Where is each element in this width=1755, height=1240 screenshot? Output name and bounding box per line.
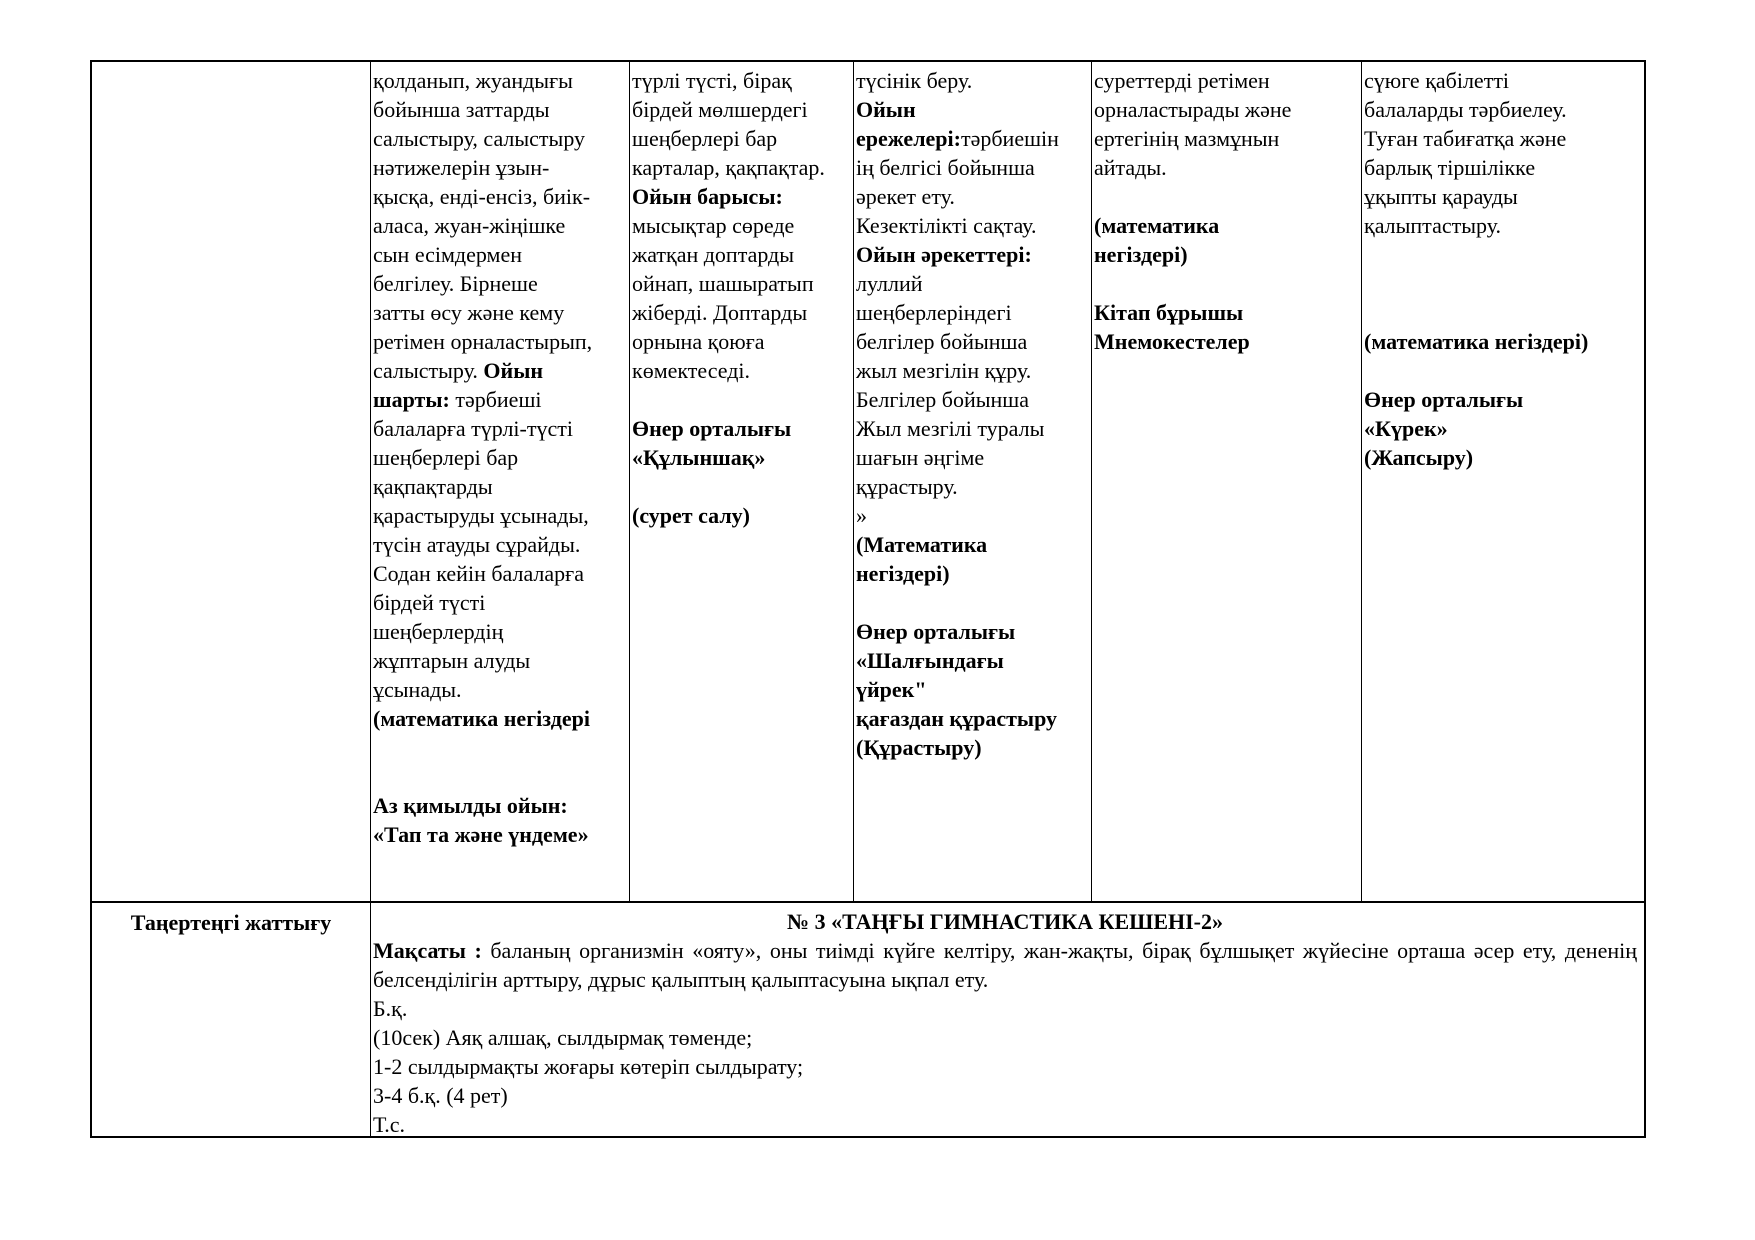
cell-line: айтады.	[1094, 155, 1167, 180]
cell-line: орналастырады және	[1094, 97, 1292, 122]
cell-line: суреттерді ретімен	[1094, 68, 1270, 93]
cell-line: «Күрек»	[1364, 416, 1448, 441]
cell-line: (математика негіздері)	[1364, 329, 1589, 354]
column-divider	[629, 62, 630, 901]
cell-line: жіберді. Доптарды	[632, 300, 808, 325]
cell-line: (Құрастыру)	[856, 735, 982, 760]
cell-line: Кезектілікті сақтау.	[856, 213, 1037, 238]
cell-line: «Құлыншақ»	[632, 445, 766, 470]
cell-line: шеңберлері бар	[632, 126, 778, 151]
cell-line	[1364, 240, 1644, 269]
cell-line: «Шалғындағы	[856, 648, 1004, 673]
cell-line	[1364, 269, 1644, 298]
cell-line: сүюге қабілетті	[1364, 68, 1510, 93]
cell-line: карталар, қақпақтар.	[632, 155, 825, 180]
cell-line: қолданып, жуандығы	[373, 68, 573, 93]
cell-line: белгілеу. Бірнеше	[373, 271, 538, 296]
cell-line: балаларға түрлі-түсті	[373, 416, 573, 441]
cell-line: түсін атауды сұрайды.	[373, 532, 581, 557]
gymnastics-line: Т.с.	[373, 1112, 406, 1137]
cell-line: шеңберлердің	[373, 619, 504, 644]
column-divider	[853, 62, 854, 901]
cell-line: орнына қоюға	[632, 329, 765, 354]
cell-line: көмектеседі.	[632, 358, 751, 383]
cell-line: жыл мезгілін құру.	[856, 358, 1032, 383]
cell-line: шеңберлері бар	[373, 445, 519, 470]
cell-line: Белгілер бойынша	[856, 387, 1029, 412]
cell-line: түсінік беру.	[856, 68, 973, 93]
cell-line: қақпақтарды	[373, 474, 493, 499]
cell-line: құрастыру.	[856, 474, 958, 499]
gymnastics-line: (10сек) Аяқ алшақ, сылдырмақ төменде;	[373, 1025, 753, 1050]
cell-line: ойнап, шашыратып	[632, 271, 814, 296]
cell-line: Мнемокестелер	[1094, 329, 1250, 354]
cell-line: негіздері)	[1094, 242, 1188, 267]
cell-line: (Математика	[856, 532, 988, 557]
column-divider	[370, 62, 371, 1136]
cell-line: бірдей мөлшердегі	[632, 97, 808, 122]
table-cell-col5	[1364, 66, 1644, 472]
schedule-table	[90, 60, 1646, 1138]
cell-line: сын есімдермен	[373, 242, 523, 267]
cell-line	[373, 733, 629, 762]
cell-line: «Тап та және үндеме»	[373, 822, 589, 847]
cell-line: негіздері)	[856, 561, 950, 586]
cell-line: Туған табиғатқа және	[1364, 126, 1567, 151]
cell-line: бірдей түсті	[373, 590, 486, 615]
cell-line	[373, 762, 629, 791]
cell-line	[1364, 298, 1644, 327]
cell-line: Жыл мезгілі туралы	[856, 416, 1045, 441]
goal-text: баланың организмін «ояту», оны тиімді күйге келтіру, жан-жақты, бірақ бұлшықет жүйесіне орташа әсер ету, дененің белсенділігін арттыру, дұрыс қалыптың қалыптасуына ықпал ету.	[373, 938, 1637, 992]
cell-line: Өнер орталығы	[632, 416, 792, 441]
table-cell-col3	[856, 66, 1092, 762]
cell-line: салыстыру. Ойын	[373, 358, 544, 383]
cell-line: ретімен орналастырып,	[373, 329, 593, 354]
cell-line: бойынша заттарды	[373, 97, 550, 122]
row-divider	[92, 901, 1644, 903]
cell-line: Өнер орталығы	[1364, 387, 1524, 412]
cell-line: шеңберлеріндегі	[856, 300, 1012, 325]
gymnastics-goal	[373, 936, 1637, 994]
cell-line: нәтижелерін ұзын-	[373, 155, 550, 180]
cell-line	[856, 588, 1092, 617]
cell-line: Ойын	[856, 97, 916, 122]
cell-line: ің белгісі бойынша	[856, 155, 1035, 180]
cell-line: шағын әңгіме	[856, 445, 985, 470]
cell-line: мысықтар сөреде	[632, 213, 795, 238]
cell-line: ертегінің мазмұнын	[1094, 126, 1280, 151]
cell-line: түрлі түсті, бірақ	[632, 68, 792, 93]
cell-line	[632, 472, 853, 501]
row-label-morning-exercise: Таңертеңгі жаттығу	[130, 910, 332, 935]
gymnastics-cell	[373, 904, 1637, 1139]
cell-line: жатқан доптарды	[632, 242, 795, 267]
cell-line: Өнер орталығы	[856, 619, 1016, 644]
cell-line: қысқа, енді-енсіз, биік-	[373, 184, 591, 209]
cell-line: (математика	[1094, 213, 1220, 238]
cell-line: Аз қимылды ойын:	[373, 793, 568, 818]
cell-line: Ойын барысы:	[632, 184, 783, 209]
cell-line	[1094, 182, 1361, 211]
cell-line: Ойын әрекеттері:	[856, 242, 1032, 267]
cell-line: (Жапсыру)	[1364, 445, 1474, 470]
cell-line: барлық тіршілікке	[1364, 155, 1536, 180]
cell-line: »	[856, 503, 867, 528]
cell-line: әрекет ету.	[856, 184, 955, 209]
cell-line: луллий	[856, 271, 923, 296]
cell-line: затты өсу және кему	[373, 300, 565, 325]
gymnastics-line: 1-2 сылдырмақты жоғары көтеріп сылдырату;	[373, 1054, 804, 1079]
gymnastics-line: 3-4 б.қ. (4 рет)	[373, 1083, 508, 1108]
cell-line: ұқыпты қарауды	[1364, 184, 1518, 209]
cell-line	[632, 385, 853, 414]
cell-line: қарастыруды ұсынады,	[373, 503, 589, 528]
cell-line: салыстыру, салыстыру	[373, 126, 586, 151]
column-divider	[1361, 62, 1362, 901]
cell-line	[1364, 356, 1644, 385]
goal-label: Мақсаты :	[373, 938, 482, 963]
cell-line: үйрек"	[856, 677, 927, 702]
gymnastics-title: № 3 «ТАҢҒЫ ГИМНАСТИКА КЕШЕНІ-2»	[786, 909, 1224, 934]
cell-line: (математика негіздері	[373, 706, 590, 731]
cell-line: балаларды тәрбиелеу.	[1364, 97, 1567, 122]
table-cell-col4	[1094, 66, 1361, 356]
cell-line: белгілер бойынша	[856, 329, 1028, 354]
cell-line: аласа, жуан-жіңішке	[373, 213, 566, 238]
cell-line: жұптарын алуды	[373, 648, 531, 673]
cell-line: ұсынады.	[373, 677, 462, 702]
cell-line: ережелері:тәрбиешін	[856, 126, 1059, 151]
cell-line: Кітап бұрышы	[1094, 300, 1244, 325]
cell-line: Содан кейін балаларға	[373, 561, 584, 586]
cell-line: қалыптастыру.	[1364, 213, 1501, 238]
gymnastics-line: Б.қ.	[373, 996, 408, 1021]
cell-line	[1094, 269, 1361, 298]
cell-line: шарты: тәрбиеші	[373, 387, 542, 412]
table-cell-col2	[632, 66, 853, 530]
cell-line: қағаздан құрастыру	[856, 706, 1058, 731]
cell-line: (сурет салу)	[632, 503, 751, 528]
table-cell-col1	[373, 66, 629, 849]
